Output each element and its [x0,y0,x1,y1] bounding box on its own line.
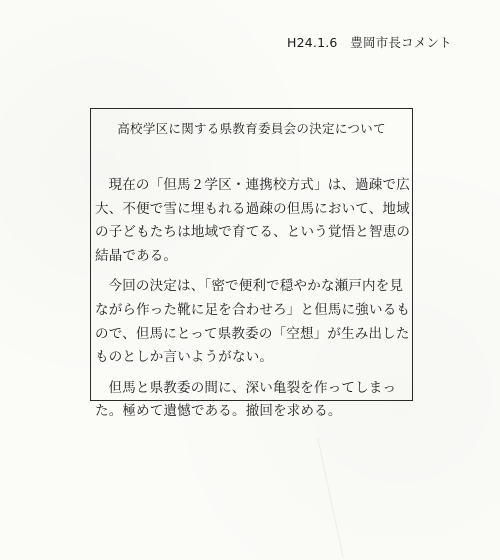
body-paragraph-1: 現在の「但馬２学区・連携校方式」は、過疎で広大、不便で雪に埋もれる過疎の但馬において、地域の子どもたちは地域で育てる、という覚悟と智恵の結晶である。 [95,177,411,264]
body-paragraph-3: 但馬と県教委の間に、深い亀裂を作ってしまった。極めて遺憾である。撤回を求める。 [95,379,397,420]
comment-body [95,174,413,424]
header-note: H24.1.6 豊岡市長コメント [287,35,452,50]
scan-artifact [317,438,362,558]
body-paragraph-2: 今回の決定は、「密で便利で穏やかな瀬戸内を見ながら作った靴に足を合わせろ」と但馬に強いるもので、但馬にとって県教委の「空想」が生み出したものとしか言いようがない。 [95,278,411,366]
comment-title: 高校学区に関する県教育委員会の決定について [117,121,386,136]
